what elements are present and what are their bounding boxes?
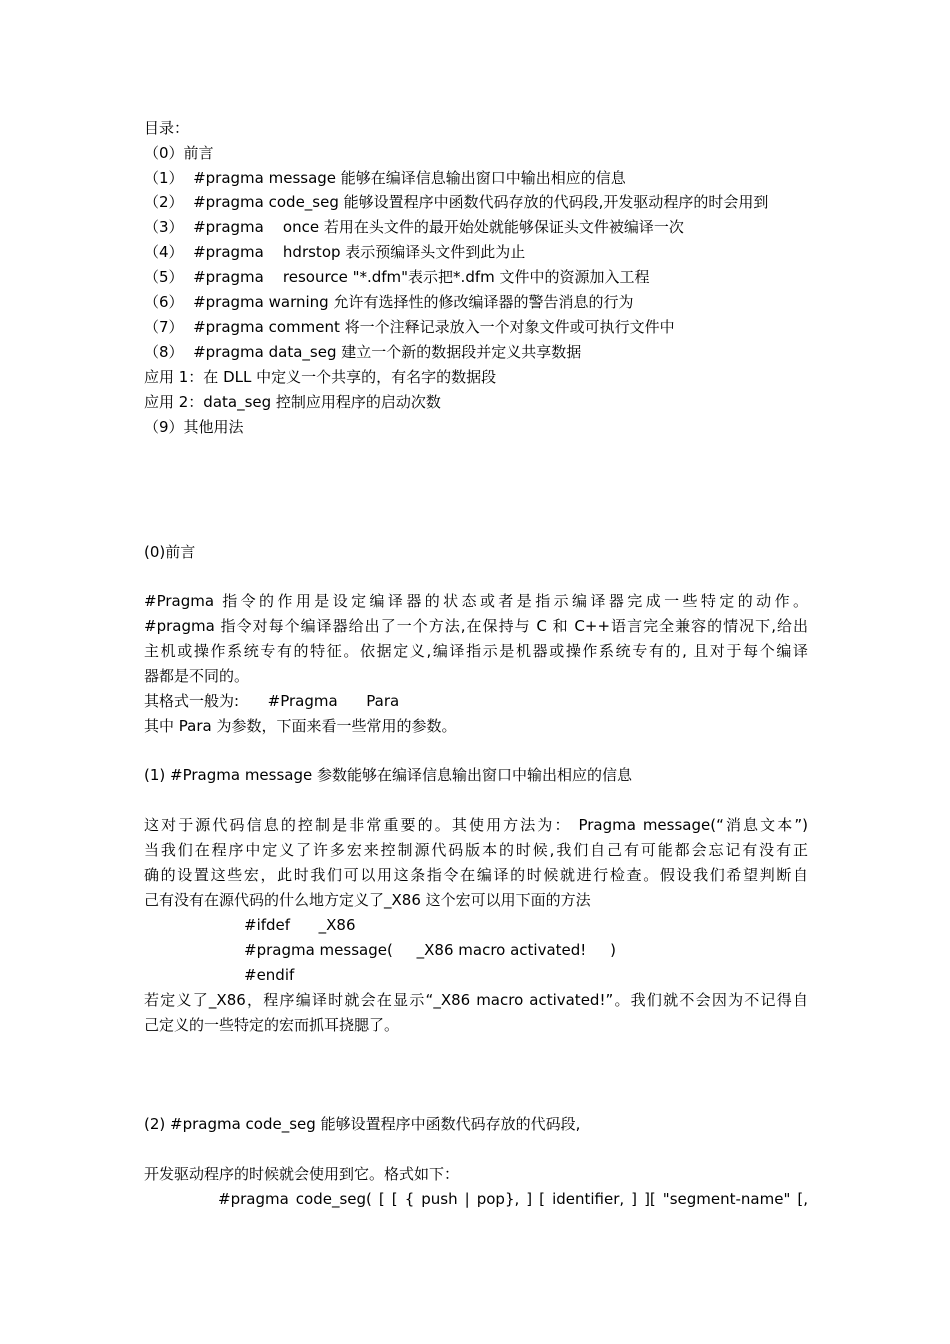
section-0-format-line: 其格式一般为: #Pragma Para [144, 692, 400, 710]
section-1-para-line-4: 己有没有在源代码的什么地方定义了_X86 这个宏可以用下面的方法 [144, 891, 591, 909]
section-2-heading: (2) #pragma code_seg 能够设置程序中函数代码存放的代码段, [144, 1115, 581, 1133]
section-2-para: 开发驱动程序的时候就会使用到它。格式如下： [144, 1165, 460, 1183]
toc-item-app2: 应用 2：data_seg 控制应用程序的启动次数 [144, 393, 441, 411]
section-1-result-line-2: 己定义的一些特定的宏而抓耳挠腮了。 [144, 1016, 400, 1034]
toc-item-7: （7） #pragma comment 将一个注释记录放入一个对象文件或可执行文件中 [144, 318, 675, 336]
section-1-heading: (1) #Pragma message 参数能够在编译信息输出窗口中输出相应的信息 [144, 766, 633, 784]
section-1-para-line-3: 确的设置这些宏，此时我们可以用这条指令在编译的时候就进行检查。假设我们希望判断自 [144, 866, 808, 884]
code-pragma-code-seg: #pragma code_seg( [ [ { push | pop}, ] [ identifier, ] ][ "segment-name" [, [218, 1190, 808, 1208]
section-0-para-line-3: 主机或操作系统专有的特征。依据定义,编译指示是机器或操作系统专有的, 且对于每个编译 [144, 642, 808, 660]
section-1-para-line-2: 当我们在程序中定义了许多宏来控制源代码版本的时候,我们自己有可能都会忘记有没有正 [144, 841, 808, 859]
toc-item-9: （9）其他用法 [144, 418, 244, 436]
toc-item-3: （3） #pragma once 若用在头文件的最开始处就能够保证头文件被编译一次 [144, 218, 684, 236]
toc-item-app1: 应用 1：在 DLL 中定义一个共享的，有名字的数据段 [144, 368, 497, 386]
section-0-para-line-1: #Pragma 指令的作用是设定编译器的状态或者是指示编译器完成一些特定的动作。 [144, 592, 808, 610]
code-endif: #endif [244, 966, 295, 984]
section-0-heading: (0)前言 [144, 543, 196, 561]
section-0-para-line-2: #pragma 指令对每个编译器给出了一个方法,在保持与 C 和 C++语言完全兼容的情况下,给出 [144, 617, 808, 635]
toc-item-1: （1） #pragma message 能够在编译信息输出窗口中输出相应的信息 [144, 169, 626, 187]
toc-item-6: （6） #pragma warning 允许有选择性的修改编译器的警告消息的行为 [144, 293, 634, 311]
section-0-para-desc: 其中 Para 为参数，下面来看一些常用的参数。 [144, 717, 457, 735]
toc-item-4: （4） #pragma hdrstop 表示预编译头文件到此为止 [144, 243, 526, 261]
section-1-para-line-1: 这对于源代码信息的控制是非常重要的。其使用方法为： Pragma message(“消息文本”) [144, 816, 808, 834]
toc-item-0: （0）前言 [144, 144, 214, 162]
section-0-para-line-4: 器都是不同的。 [144, 667, 250, 685]
code-ifdef: #ifdef _X86 [244, 916, 356, 934]
code-pragma-message: #pragma message( _X86 macro activated! ) [244, 941, 617, 959]
toc-title: 目录： [144, 119, 190, 137]
toc-item-2: （2） #pragma code_seg 能够设置程序中函数代码存放的代码段,开发驱动程序的时会用到 [144, 193, 769, 211]
toc-item-8: （8） #pragma data_seg 建立一个新的数据段并定义共享数据 [144, 343, 582, 361]
toc-item-5: （5） #pragma resource "*.dfm"表示把*.dfm 文件中的资源加入工程 [144, 268, 650, 286]
section-1-result-line-1: 若定义了_X86，程序编译时就会在显示“_X86 macro activated!”。我们就不会因为不记得自 [144, 991, 808, 1009]
